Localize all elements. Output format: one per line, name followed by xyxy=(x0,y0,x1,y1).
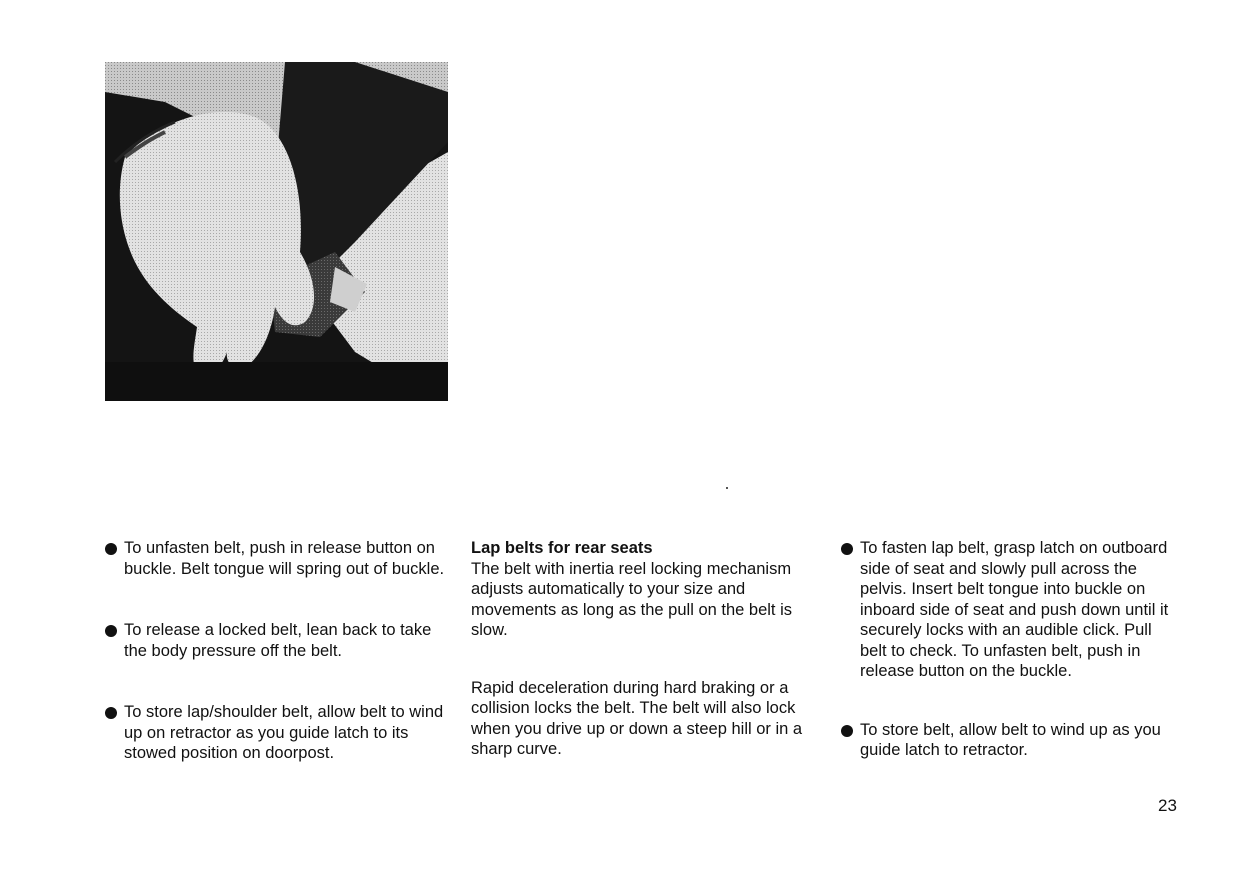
bullet-text: To unfasten belt, push in release button on buckle. Belt tongue will spring out of buckle. xyxy=(124,539,445,578)
seat-belt-buckle-hand-icon xyxy=(105,62,448,401)
seat-belt-photo xyxy=(105,62,448,401)
bullet-text: To release a locked belt, lean back to take the body pressure off the belt. xyxy=(124,621,432,660)
paragraph: The belt with inertia reel locking mechanism adjusts automatically to your size and movements as long as the pull on the belt is slow. xyxy=(471,559,793,639)
left-column xyxy=(104,538,449,764)
bullet-icon xyxy=(841,725,853,737)
list-item xyxy=(104,702,449,764)
list-item xyxy=(104,538,449,579)
bullet-icon xyxy=(105,543,117,555)
page-number: 23 xyxy=(1158,796,1177,815)
print-fleck xyxy=(726,487,728,489)
bullet-icon xyxy=(105,625,117,637)
paragraph: Rapid deceleration during hard braking or a collision locks the belt. The belt will also lock when you drive up or down a steep hill or in a sharp curve. xyxy=(471,678,803,758)
section-heading: Lap belts for rear seats xyxy=(471,539,653,557)
bullet-text: To fasten lap belt, grasp latch on outboard side of seat and slowly pull across the pelvis. Insert belt tongue into buckle on inboard side of seat and push down until it securely locks with an audible click. Pull belt to check. To unfasten belt, push in release button on the buckle. xyxy=(860,539,1169,680)
middle-column xyxy=(471,538,816,760)
list-item xyxy=(840,720,1182,761)
bullet-icon xyxy=(105,707,117,719)
bullet-text: To store belt, allow belt to wind up as you guide latch to retractor. xyxy=(860,720,1161,759)
bullet-icon xyxy=(841,543,853,555)
list-item xyxy=(840,538,1182,682)
right-column xyxy=(840,538,1182,761)
list-item xyxy=(104,620,449,661)
bullet-text: To store lap/shoulder belt, allow belt to wind up on retractor as you guide latch to its stowed position on doorpost. xyxy=(124,703,444,762)
